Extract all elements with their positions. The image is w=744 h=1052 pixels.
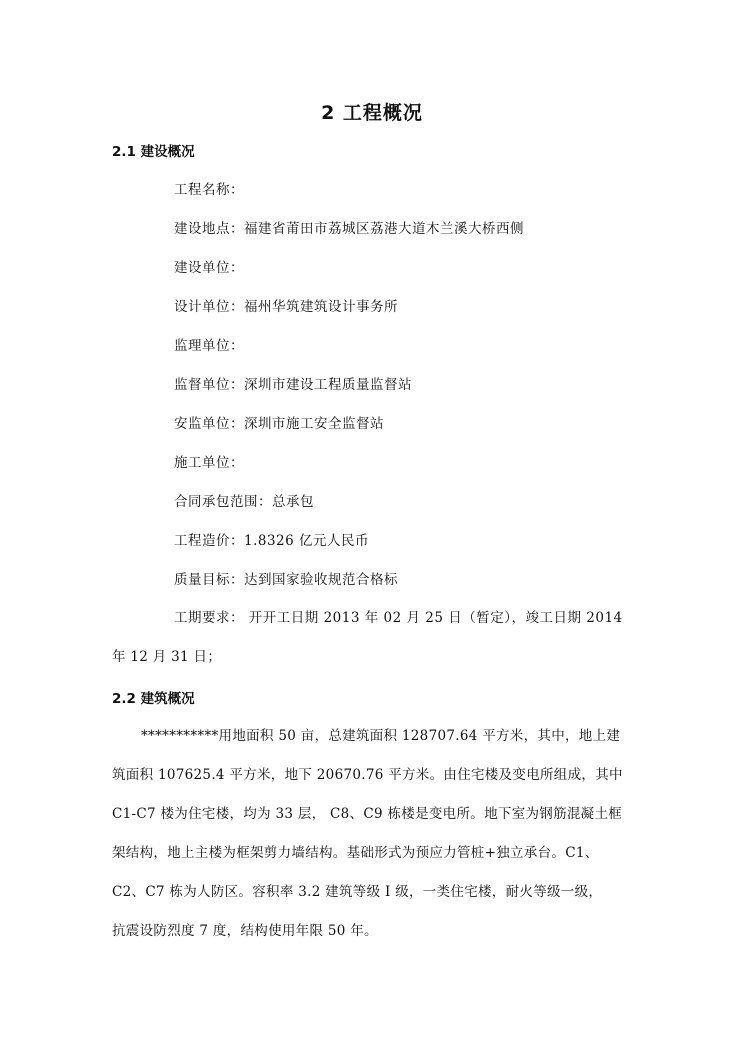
field-schedule <box>174 606 623 626</box>
field-oversight-unit <box>174 373 412 393</box>
field-construction-unit <box>174 256 244 276</box>
paragraph-line: C2、C7 栋为人防区。容积率 3.2 建筑等级 I 级，一类住宅楼，耐火等级一级， <box>112 884 603 900</box>
schedule-continuation: 年 12 月 31 日； <box>112 649 222 665</box>
field-project-cost <box>174 529 369 549</box>
field-value: 深圳市施工安全监督站 <box>244 416 384 432</box>
field-label: 建设地点： <box>174 221 244 237</box>
field-label: 建设单位： <box>174 260 244 276</box>
field-label: 合同承包范围： <box>174 494 272 510</box>
field-value: 深圳市建设工程质量监督站 <box>244 377 412 393</box>
field-value: 福建省莆田市荔城区荔港大道木兰溪大桥西侧 <box>244 221 524 237</box>
field-label: 监理单位： <box>174 338 244 354</box>
field-supervision-unit <box>174 334 244 354</box>
field-contract-scope <box>174 490 314 510</box>
field-construction-site <box>174 217 524 237</box>
field-label: 监督单位： <box>174 377 244 393</box>
field-safety-unit <box>174 412 384 432</box>
paragraph-line: 筑面积 107625.4 平方米，地下 20670.76 平方米。由住宅楼及变电所组成，其中 <box>112 767 623 783</box>
paragraph-line: 抗震设防烈度 7 度，结构使用年限 50 年。 <box>112 923 378 939</box>
field-value: 总承包 <box>272 494 314 510</box>
field-label: 设计单位： <box>174 299 244 315</box>
paragraph-line: C1-C7 楼为住宅楼，均为 33 层， C8、C9 栋楼是变电所。地下室为钢筋混凝土框 <box>112 806 623 822</box>
section-heading-building-overview: 2.2 建筑概况 <box>112 691 195 707</box>
field-label: 工程造价： <box>174 533 244 549</box>
field-label: 工期要求： <box>174 610 244 626</box>
field-design-unit <box>174 295 398 315</box>
field-label: 施工单位： <box>174 455 244 471</box>
page-title: 2 工程概况 <box>321 102 423 124</box>
section-heading-construction-overview: 2.1 建设概况 <box>112 144 195 160</box>
field-project-name <box>174 178 244 198</box>
field-label: 安监单位： <box>174 416 244 432</box>
field-contractor-unit <box>174 451 244 471</box>
field-quality-target <box>174 568 398 588</box>
field-value: 达到国家验收规范合格标 <box>244 572 398 588</box>
paragraph-line: 架结构，地上主楼为框架剪力墙结构。基础形式为预应力管桩+独立承台。C1、 <box>112 845 599 861</box>
field-label: 工程名称： <box>174 182 244 198</box>
field-value: 开开工日期 2013 年 02 月 25 日（暂定），竣工日期 2014 <box>244 610 623 626</box>
field-value: 1.8326 亿元人民币 <box>244 533 370 549</box>
paragraph-line: ***********用地面积 50 亩，总建筑面积 128707.64 平方米，其中，地上建 <box>141 728 621 744</box>
field-label: 质量目标： <box>174 572 244 588</box>
field-value: 福州华筑建筑设计事务所 <box>244 299 398 315</box>
